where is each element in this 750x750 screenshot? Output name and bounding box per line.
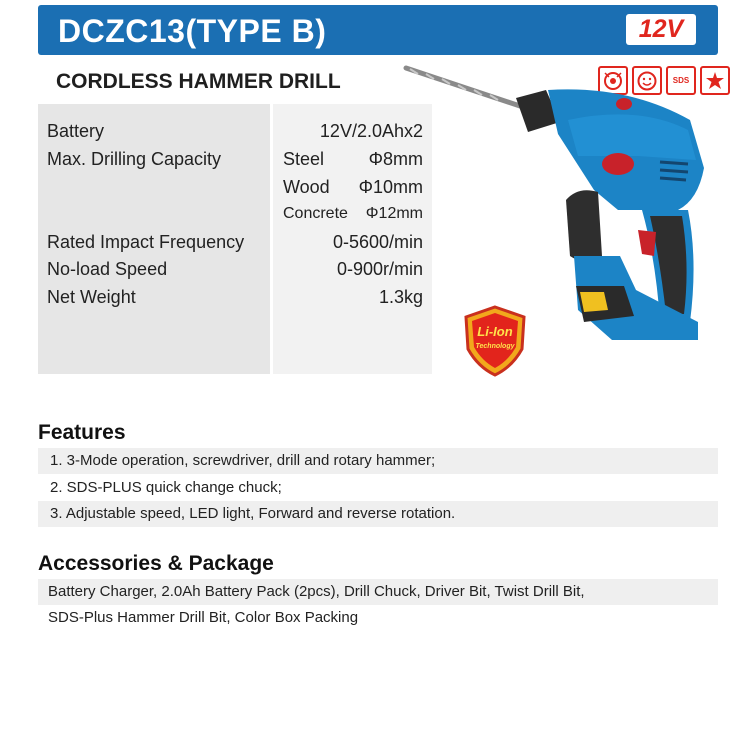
spec-battery-value: 12V/2.0Ahx2 xyxy=(319,121,423,141)
voltage-badge: 12V xyxy=(626,14,696,45)
accessories-line-2: SDS-Plus Hammer Drill Bit, Color Box Packing xyxy=(48,609,359,626)
spec-wood-value: Φ10mm xyxy=(358,177,423,197)
spec-weight-label: Net Weight xyxy=(47,287,136,307)
feature-item-1: 1. 3-Mode operation, screwdriver, drill and rotary hammer; xyxy=(38,448,718,474)
spec-steel-label: Steel xyxy=(283,149,325,169)
hammer-drill-image xyxy=(398,60,718,350)
spec-concrete-label: Concrete xyxy=(283,205,348,222)
spec-speed-value: 0-900r/min xyxy=(336,259,423,279)
header-bar xyxy=(38,5,718,55)
spec-drilling-label: Max. Drilling Capacity xyxy=(47,149,222,169)
li-ion-badge-subtitle: Technology xyxy=(475,343,515,350)
spec-speed-label: No-load Speed xyxy=(47,259,168,279)
feature-item-3: 3. Adjustable speed, LED light, Forward and reverse rotation. xyxy=(38,501,718,527)
model-title: DCZC13(TYPE B) xyxy=(58,13,327,49)
spec-weight-value: 1.3kg xyxy=(378,287,423,307)
spec-steel-value: Φ8mm xyxy=(368,149,423,169)
sds-icon-label: SDS xyxy=(672,76,690,85)
product-subtitle: CORDLESS HAMMER DRILL xyxy=(56,70,341,93)
li-ion-badge xyxy=(462,305,528,377)
spec-concrete-value: Φ12mm xyxy=(365,205,423,222)
spec-impact-label: Rated Impact Frequency xyxy=(47,232,245,252)
spec-wood-label: Wood xyxy=(283,177,330,197)
spec-impact-value: 0-5600/min xyxy=(332,232,423,252)
features-heading: Features xyxy=(38,421,126,444)
accessories-line-1: Battery Charger, 2.0Ah Battery Pack (2pcs), Drill Chuck, Driver Bit, Twist Drill Bit, xyxy=(38,579,718,605)
spec-battery-label: Battery xyxy=(47,121,105,141)
accessories-heading: Accessories & Package xyxy=(38,552,274,575)
li-ion-badge-title: Li-Ion xyxy=(477,324,513,339)
feature-item-2: 2. SDS-PLUS quick change chuck; xyxy=(50,479,282,496)
